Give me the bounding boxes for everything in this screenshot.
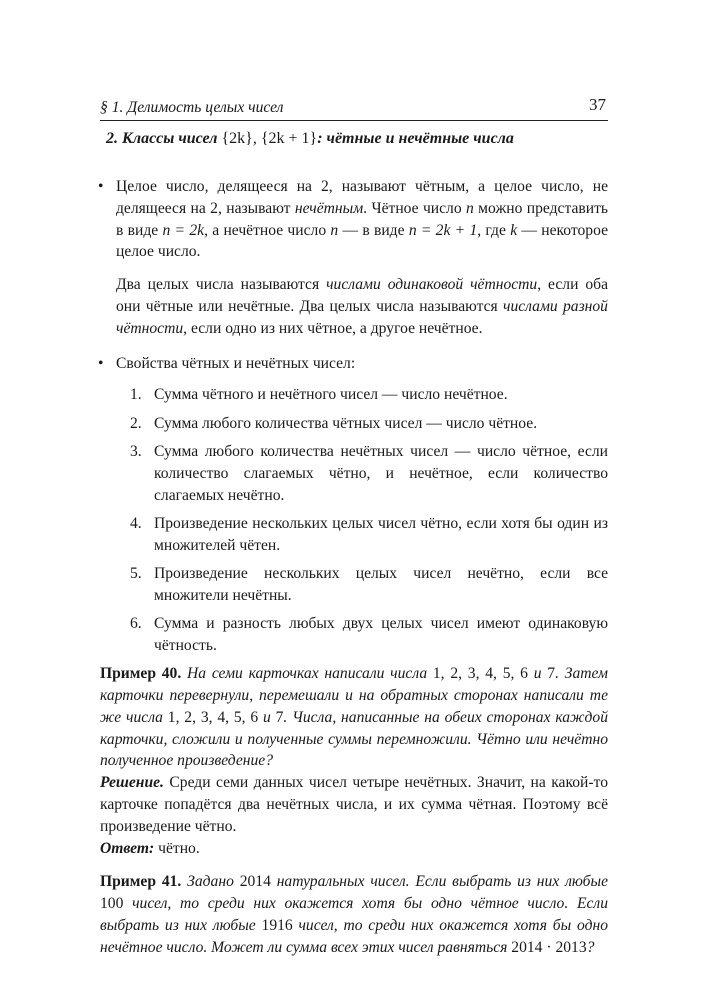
bullet-even-odd-definition xyxy=(100,176,608,263)
page-number: 37 xyxy=(589,95,606,114)
text-span: можно представить в виде xyxy=(116,199,609,239)
math-equation: n = 2k + 1 xyxy=(408,221,478,239)
list-item-number: 6. xyxy=(130,615,142,633)
math-equation: n = 2k xyxy=(162,221,205,239)
math-var: k xyxy=(510,221,518,239)
math-expression: 2014 · 2013 xyxy=(511,938,587,956)
list-item-text: Сумма любого количества нечётных чисел — число чётное, если количество слагаемых чётно, и нечётное, если количество слагаемых нечётно. xyxy=(154,442,608,504)
text-span: , где xyxy=(477,221,511,239)
list-item-text: Произведение нескольких целых чисел чётно, если хотя бы один из множителей чётен. xyxy=(154,514,608,554)
properties-intro-text: Свойства чётных и нечётных чисел: xyxy=(116,354,356,372)
example-41-problem xyxy=(100,871,608,958)
list-item-number: 3. xyxy=(130,442,142,460)
answer-label: Ответ: xyxy=(100,839,155,857)
emphasis-different-parity: числами разной чётности xyxy=(116,297,608,337)
list-item-text: Сумма чётного и нечётного чисел — число нечётное. xyxy=(154,386,508,404)
math-number: 7 xyxy=(547,665,556,683)
solution-label: Решение. xyxy=(100,774,164,792)
text-span: , а нечётное число xyxy=(204,221,331,239)
text-span: . Затем карточки перевернули, перемешали и на обратных сторонах написали те же числа xyxy=(100,665,608,726)
list-item-text: Сумма любого количества чётных чисел — число чётное. xyxy=(154,414,538,432)
list-item-number: 1. xyxy=(130,386,142,404)
text-span: Два целых числа называются xyxy=(116,276,327,294)
text-span: На семи карточках написали числа xyxy=(181,665,433,683)
example-40-problem xyxy=(100,663,608,772)
running-head xyxy=(100,94,608,121)
list-item xyxy=(130,613,608,657)
math-number: 1916 xyxy=(261,916,293,934)
running-head-title: § 1. Делимость целых чисел xyxy=(100,99,284,116)
bullet-dot-icon: • xyxy=(98,354,104,372)
bullet-dot-icon: • xyxy=(98,178,104,195)
math-number: 100 xyxy=(100,895,124,913)
emphasis-same-parity: числами одинаковой чётности xyxy=(326,276,538,294)
section-label: 2. Классы чисел xyxy=(106,130,218,147)
solution-text: Среди семи данных чисел четыре нечётных. Значит, на какой-то карточке попадётся два нечётных числа, и их сумма чётная. Поэтому всё произведение чётно. xyxy=(100,774,608,835)
list-item xyxy=(130,563,608,607)
text-span: натуральных чисел. Если выбрать из них любые xyxy=(270,873,608,891)
section-title xyxy=(106,128,608,150)
list-item xyxy=(130,513,608,557)
section-math: {2k}, {2k + 1} xyxy=(221,130,318,147)
definition-paragraph xyxy=(116,176,608,263)
parity-definition-paragraph xyxy=(100,274,608,339)
text-span: . Числа, написанные на обеих сторонах каждой карточки, сложили и полученные суммы перемножили. Чётно или нечётно полученное произведение? xyxy=(100,708,609,770)
list-item-text: Произведение нескольких целых чисел нечётно, если все множители нечётны. xyxy=(154,564,608,604)
list-item-number: 5. xyxy=(130,564,142,582)
math-number: 2014 xyxy=(239,873,271,891)
math-number: 7 xyxy=(275,708,284,726)
list-item xyxy=(130,441,608,506)
math-var: n xyxy=(466,199,474,217)
math-numbers: 1, 2, 3, 4, 5, 6 xyxy=(432,665,528,683)
list-item-number: 2. xyxy=(130,414,142,432)
list-item xyxy=(130,413,608,435)
example-label: Пример 41. xyxy=(100,873,182,891)
text-span: чисел, то среди них окажется хотя бы одно нечётное число. Может ли сумма всех этих чисел равняться xyxy=(100,916,608,956)
list-item-text: Сумма и разность любых двух целых чисел имеют одинаковую чётность. xyxy=(154,615,608,654)
text-span: чисел, то среди них окажется хотя бы одно чётное число. Если выбрать из них любые xyxy=(100,895,608,934)
text-span: . Чётное число xyxy=(363,199,466,217)
math-numbers: 1, 2, 3, 4, 5, 6 xyxy=(167,708,259,726)
math-var: n xyxy=(330,221,339,239)
emphasis-odd: нечётным xyxy=(294,199,364,217)
text-span: Целое число, делящееся на 2, называют чётным, а целое число, не делящееся на 2, называют xyxy=(116,178,608,217)
answer-text: чётно. xyxy=(154,839,200,857)
text-span: — некоторое целое число. xyxy=(116,221,609,261)
properties-list xyxy=(100,384,608,656)
text-span: — в виде xyxy=(338,221,409,239)
list-item xyxy=(130,384,608,406)
page-content xyxy=(100,128,608,959)
text-span: Задано xyxy=(181,873,240,891)
text-span: и xyxy=(258,708,276,726)
text-span: , если одно из них чётное, а другое нечётное. xyxy=(183,319,483,337)
text-span: и xyxy=(527,665,548,683)
bullet-properties-intro xyxy=(100,353,608,375)
example-label: Пример 40. xyxy=(100,665,182,683)
text-span: , если оба они чётные или нечётные. Два целых числа называются xyxy=(116,276,608,315)
example-40-solution xyxy=(100,772,608,837)
text-span: ? xyxy=(586,938,595,956)
section-suffix: : чётные и нечётные числа xyxy=(317,130,514,147)
example-40-answer xyxy=(100,838,608,860)
list-item-number: 4. xyxy=(130,514,142,532)
